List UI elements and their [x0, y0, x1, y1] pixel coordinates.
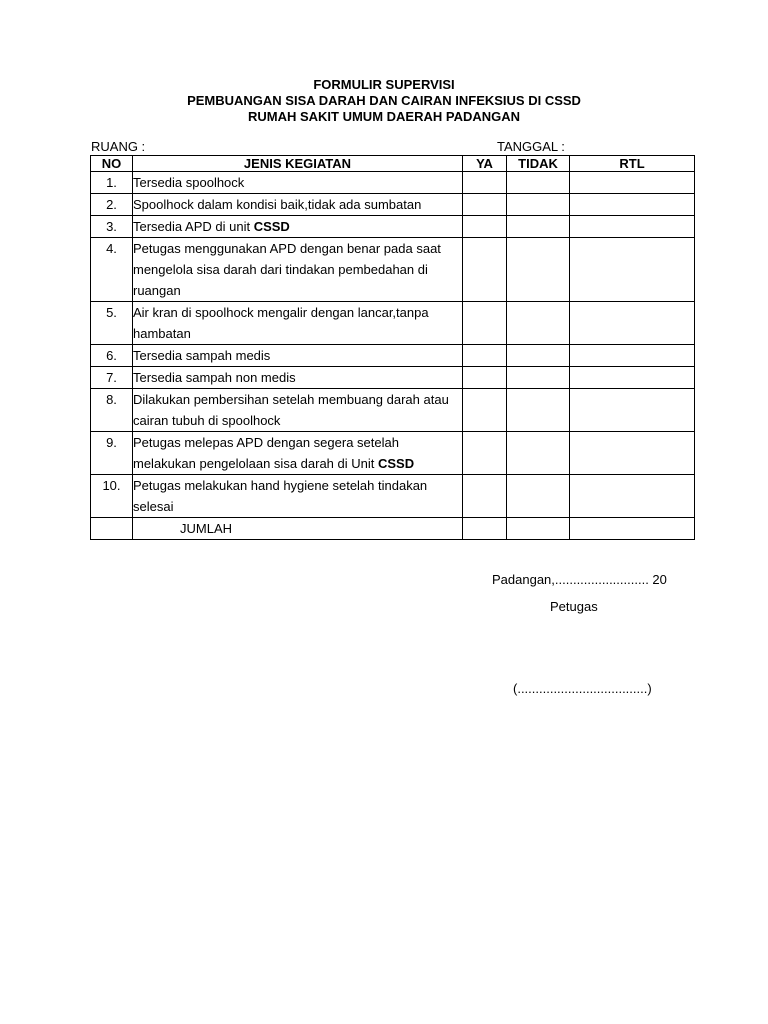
row-tidak-cell[interactable]: [507, 389, 570, 432]
col-header-tidak: TIDAK: [507, 156, 570, 172]
row-tidak-cell[interactable]: [507, 238, 570, 302]
row-number: 10.: [91, 475, 133, 518]
row-rtl-cell[interactable]: [570, 238, 695, 302]
row-number: 1.: [91, 172, 133, 194]
row-kegiatan: [133, 367, 463, 389]
kegiatan-text: Tersedia sampah medis: [133, 348, 271, 363]
row-kegiatan: [133, 432, 463, 475]
place-date-line: Padangan,.......................... 20: [492, 572, 667, 587]
row-number: 6.: [91, 345, 133, 367]
row-ya-cell[interactable]: [463, 302, 507, 345]
kegiatan-text: Air kran di spoolhock mengalir dengan lancar,tanpa hambatan: [133, 305, 429, 341]
kegiatan-bold-text: CSSD: [253, 219, 290, 234]
row-kegiatan: [133, 475, 463, 518]
row-kegiatan: [133, 345, 463, 367]
row-ya-cell[interactable]: [463, 172, 507, 194]
total-no-cell: [91, 518, 133, 540]
row-rtl-cell[interactable]: [570, 389, 695, 432]
table-row: [91, 238, 695, 302]
kegiatan-text: Petugas melepas APD dengan segera setelah melakukan pengelolaan sisa darah di Unit: [133, 435, 399, 471]
row-ya-cell[interactable]: [463, 238, 507, 302]
row-tidak-cell[interactable]: [507, 194, 570, 216]
row-kegiatan: [133, 302, 463, 345]
row-ya-cell[interactable]: [463, 389, 507, 432]
row-number: 2.: [91, 194, 133, 216]
tanggal-label: TANGGAL :: [497, 139, 565, 154]
row-rtl-cell[interactable]: [570, 302, 695, 345]
supervision-table: [90, 155, 695, 540]
row-kegiatan: [133, 216, 463, 238]
row-kegiatan: [133, 194, 463, 216]
row-rtl-cell[interactable]: [570, 194, 695, 216]
kegiatan-text: Dilakukan pembersihan setelah membuang darah atau cairan tubuh di spoolhock: [133, 392, 449, 428]
row-number: 4.: [91, 238, 133, 302]
row-rtl-cell[interactable]: [570, 345, 695, 367]
row-kegiatan: [133, 172, 463, 194]
col-header-kegiatan: JENIS KEGIATAN: [133, 156, 463, 172]
hospital-name: RUMAH SAKIT UMUM DAERAH PADANGAN: [247, 109, 521, 124]
col-header-ya: YA: [463, 156, 507, 172]
table-row: [91, 216, 695, 238]
row-ya-cell[interactable]: [463, 216, 507, 238]
kegiatan-text: Tersedia sampah non medis: [133, 370, 296, 385]
row-kegiatan: [133, 238, 463, 302]
ruang-label: RUANG :: [91, 139, 146, 154]
table-row: [91, 432, 695, 475]
row-kegiatan: [133, 389, 463, 432]
total-rtl-cell[interactable]: [570, 518, 695, 540]
row-tidak-cell[interactable]: [507, 345, 570, 367]
row-tidak-cell[interactable]: [507, 432, 570, 475]
row-ya-cell[interactable]: [463, 345, 507, 367]
row-ya-cell[interactable]: [463, 475, 507, 518]
col-header-rtl: RTL: [570, 156, 695, 172]
row-rtl-cell[interactable]: [570, 172, 695, 194]
row-number: 9.: [91, 432, 133, 475]
row-rtl-cell[interactable]: [570, 216, 695, 238]
row-rtl-cell[interactable]: [570, 367, 695, 389]
petugas-label: Petugas: [550, 599, 598, 614]
row-number: 3.: [91, 216, 133, 238]
kegiatan-text: Petugas menggunakan APD dengan benar pada saat mengelola sisa darah dari tindakan pembedahan di ruangan: [133, 241, 441, 298]
row-number: 7.: [91, 367, 133, 389]
row-tidak-cell[interactable]: [507, 475, 570, 518]
kegiatan-text: Petugas melakukan hand hygiene setelah tindakan selesai: [133, 478, 428, 514]
total-label: JUMLAH: [133, 518, 463, 540]
row-number: 8.: [91, 389, 133, 432]
kegiatan-bold-text: CSSD: [378, 456, 415, 471]
signature-line: (....................................): [513, 681, 652, 696]
table-row: [91, 367, 695, 389]
row-tidak-cell[interactable]: [507, 216, 570, 238]
row-ya-cell[interactable]: [463, 194, 507, 216]
total-ya-cell[interactable]: [463, 518, 507, 540]
table-row: [91, 389, 695, 432]
row-tidak-cell[interactable]: [507, 367, 570, 389]
row-ya-cell[interactable]: [463, 432, 507, 475]
table-row: [91, 475, 695, 518]
row-ya-cell[interactable]: [463, 367, 507, 389]
kegiatan-text: Tersedia spoolhock: [133, 175, 245, 190]
table-header-row: [91, 156, 695, 172]
total-tidak-cell[interactable]: [507, 518, 570, 540]
col-header-no: NO: [91, 156, 133, 172]
form-title: FORMULIR SUPERVISI: [313, 77, 455, 92]
table-row: [91, 345, 695, 367]
row-tidak-cell[interactable]: [507, 172, 570, 194]
table-row: [91, 172, 695, 194]
form-subtitle: PEMBUANGAN SISA DARAH DAN CAIRAN INFEKSIUS DI CSSD: [187, 93, 581, 108]
row-number: 5.: [91, 302, 133, 345]
total-row: [91, 518, 695, 540]
row-tidak-cell[interactable]: [507, 302, 570, 345]
kegiatan-text: Spoolhock dalam kondisi baik,tidak ada sumbatan: [133, 197, 422, 212]
row-rtl-cell[interactable]: [570, 432, 695, 475]
kegiatan-text: Tersedia APD di unit: [133, 219, 254, 234]
table-row: [91, 302, 695, 345]
row-rtl-cell[interactable]: [570, 475, 695, 518]
table-row: [91, 194, 695, 216]
